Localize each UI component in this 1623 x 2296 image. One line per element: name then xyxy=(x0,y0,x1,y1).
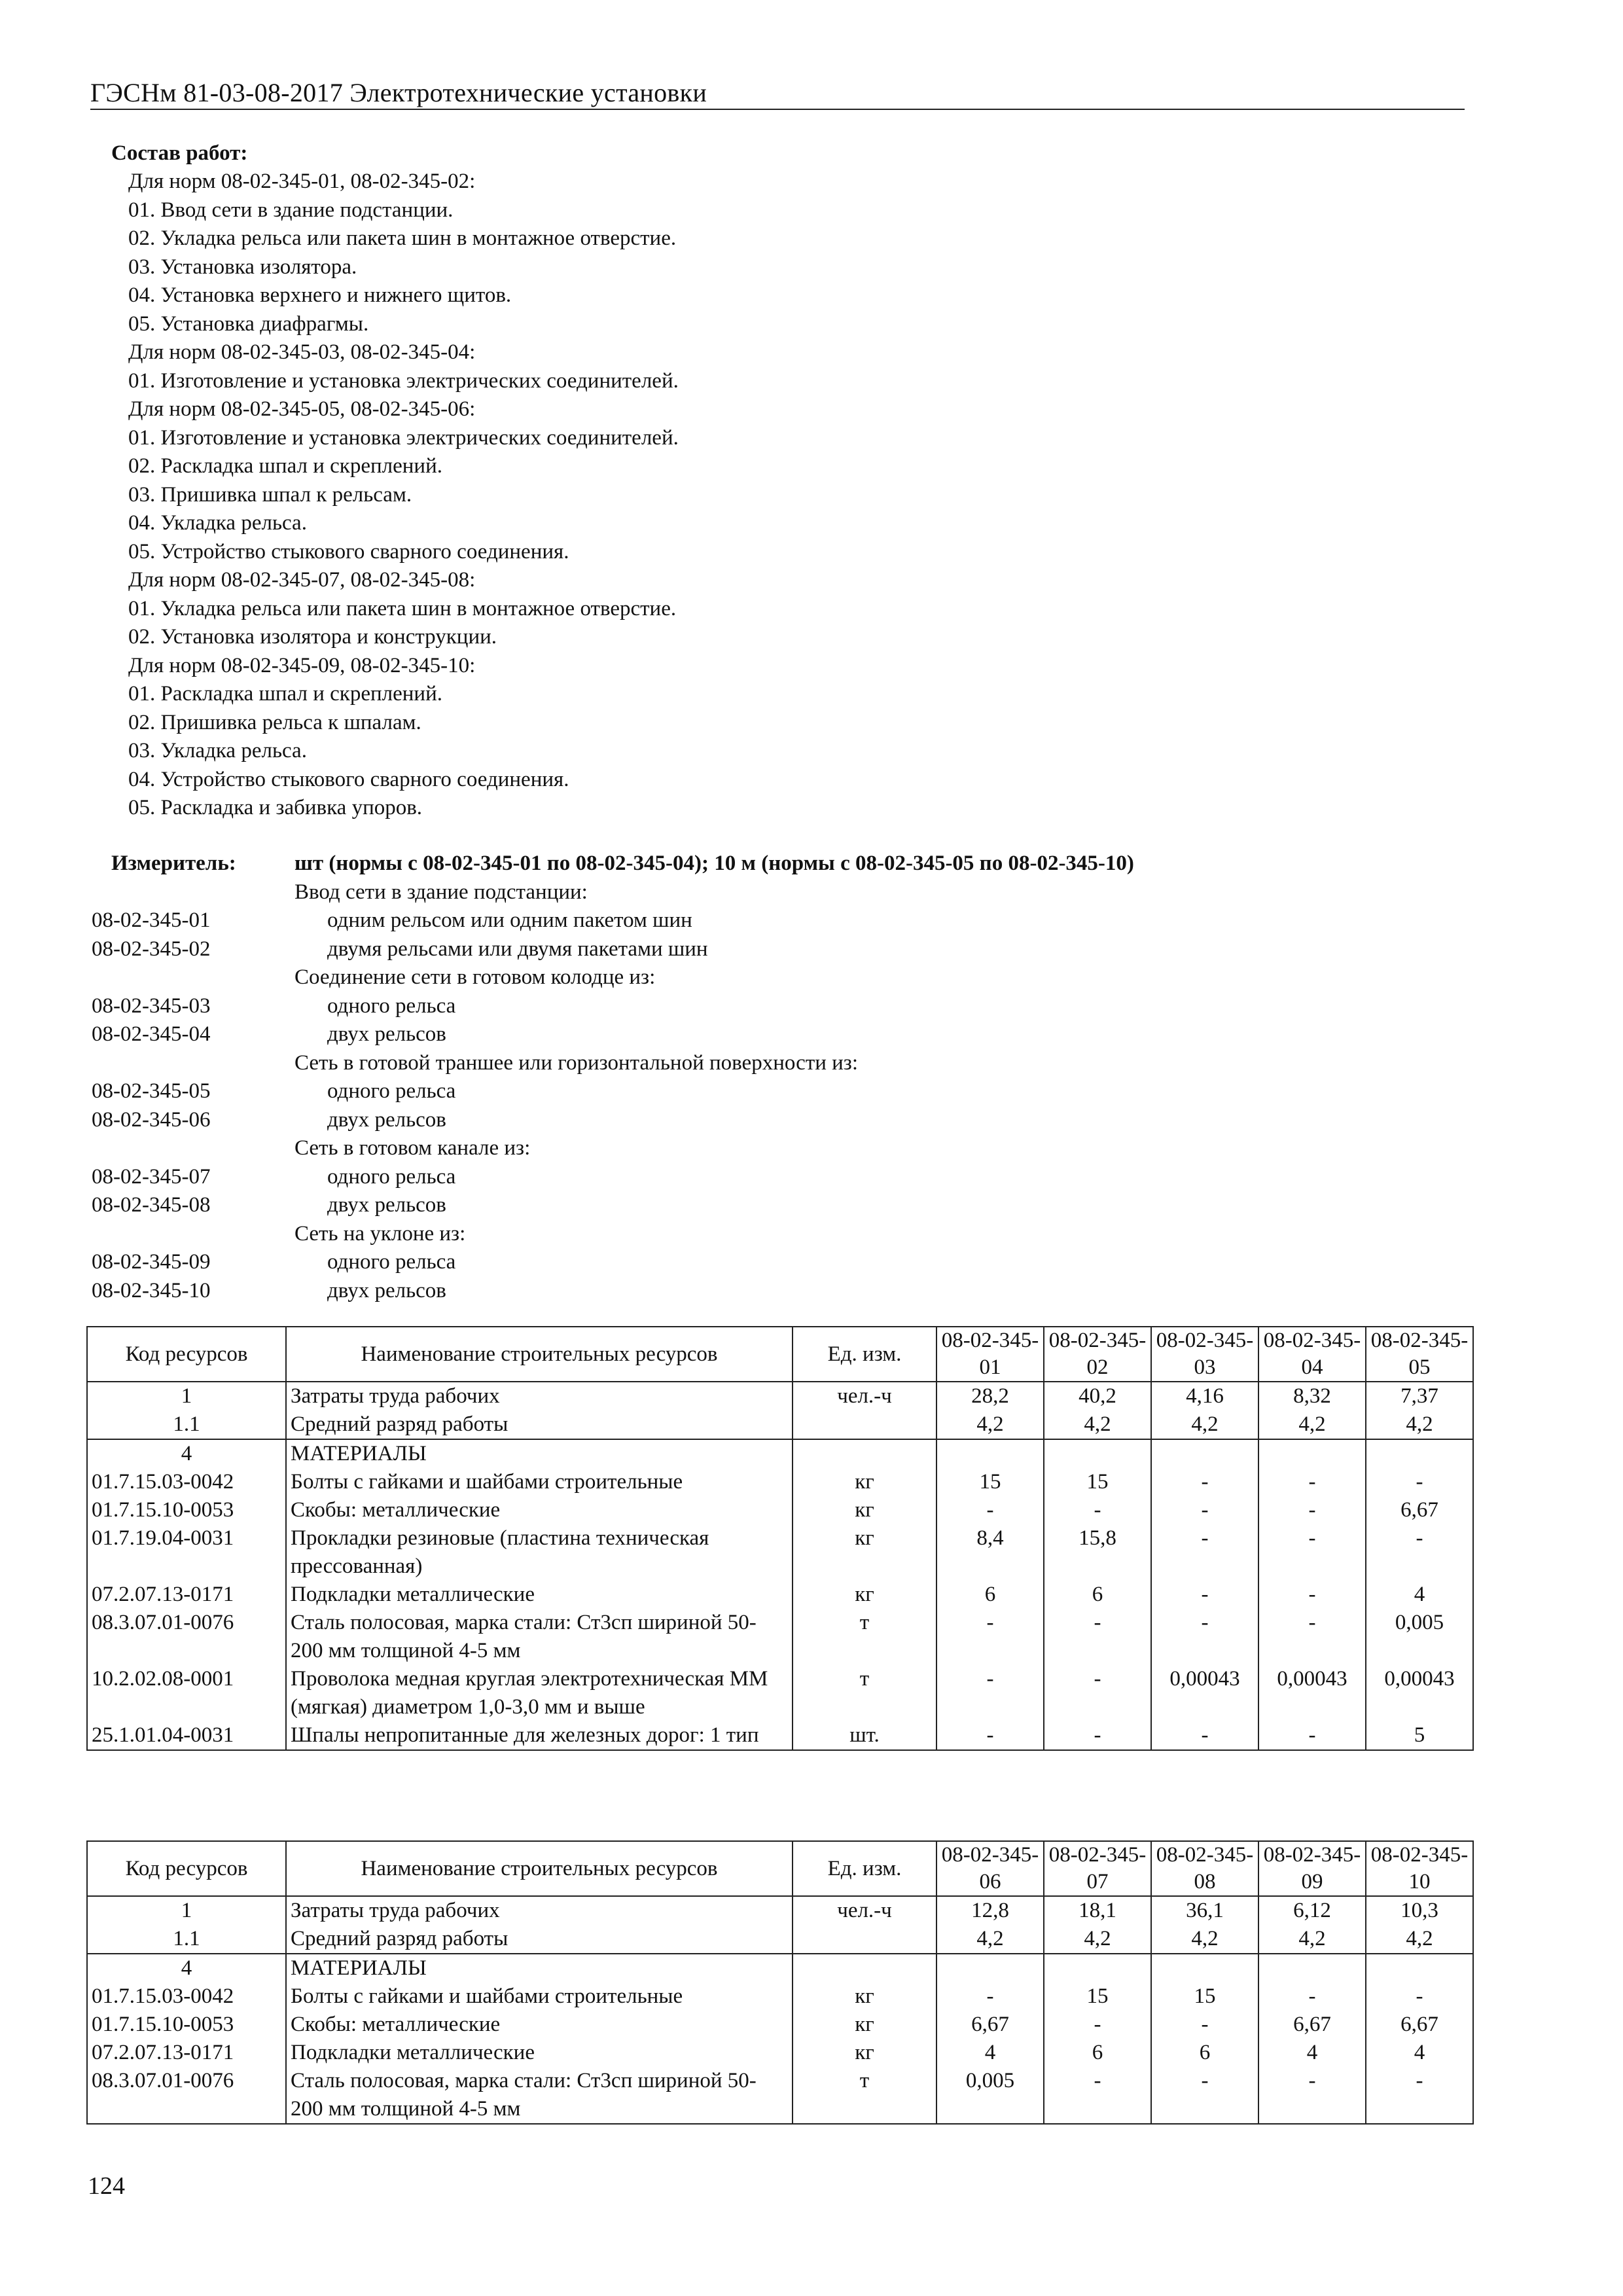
resource-value: 4,2 xyxy=(936,1410,1044,1439)
header-code: Код ресурсов xyxy=(87,1327,286,1382)
resource-value: - xyxy=(1151,1609,1258,1665)
header-code: Код ресурсов xyxy=(87,1841,286,1896)
resource-code: 01.7.15.10-0053 xyxy=(87,1496,286,1524)
resource-value: - xyxy=(1044,2067,1151,2124)
resource-code: 01.7.19.04-0031 xyxy=(87,1524,286,1581)
resource-value: - xyxy=(1366,2067,1473,2124)
work-line: 01. Ввод сети в здание подстанции. xyxy=(128,198,454,222)
resource-name: Прокладки резиновые (пластина техническая прессованная) xyxy=(286,1524,793,1581)
work-line: 01. Раскладка шпал и скреплений. xyxy=(128,682,442,706)
resource-value: 40,2 xyxy=(1044,1382,1151,1410)
norm-code: 08-02-345-03 xyxy=(92,994,211,1018)
norm-group-text: Сеть на уклоне из: xyxy=(294,1221,466,1246)
resource-value: - xyxy=(1258,1982,1366,2011)
table-row xyxy=(87,1721,1473,1750)
norm-group-text: Ввод сети в здание подстанции: xyxy=(294,880,588,904)
table-row xyxy=(87,2011,1473,2039)
resource-value: 28,2 xyxy=(936,1382,1044,1410)
resource-value: - xyxy=(1151,1721,1258,1750)
resource-value: 0,00043 xyxy=(1151,1665,1258,1721)
work-line: Для норм 08-02-345-01, 08-02-345-02: xyxy=(128,170,476,193)
resource-value: 4,2 xyxy=(1258,1410,1366,1439)
resource-value: - xyxy=(1151,1468,1258,1496)
table-header-row xyxy=(87,1841,1473,1896)
resource-value: 0,00043 xyxy=(1258,1665,1366,1721)
norm-description: двумя рельсами или двумя пакетами шин xyxy=(327,937,708,961)
norm-code: 08-02-345-09 xyxy=(92,1250,211,1274)
resource-value: 6,67 xyxy=(1366,1496,1473,1524)
resource-name: Скобы: металлические xyxy=(286,2011,793,2039)
resource-name: Подкладки металлические xyxy=(286,2039,793,2067)
table-row xyxy=(87,1496,1473,1524)
resource-value: 6 xyxy=(1151,2039,1258,2067)
norm-group-text: Сеть в готовой траншее или горизонтальной поверхности из: xyxy=(294,1050,859,1075)
table-row xyxy=(87,1410,1473,1439)
resource-value: 4,2 xyxy=(1151,1925,1258,1954)
resource-value: - xyxy=(936,1496,1044,1524)
norm-row xyxy=(90,906,1465,935)
work-line: 05. Установка диафрагмы. xyxy=(128,312,369,336)
resource-unit: шт. xyxy=(793,1721,936,1750)
resource-unit: кг xyxy=(793,1982,936,2011)
resource-value: 4,2 xyxy=(1044,1925,1151,1954)
norm-row xyxy=(90,1077,1465,1106)
resource-value: 0,00043 xyxy=(1366,1665,1473,1721)
resource-value: - xyxy=(936,1609,1044,1665)
resource-value: 4,16 xyxy=(1151,1382,1258,1410)
header-norm: 08-02-345-06 xyxy=(936,1841,1044,1896)
resource-value: - xyxy=(1044,1665,1151,1721)
norm-description: двух рельсов xyxy=(327,1107,446,1132)
resource-value: 15,8 xyxy=(1044,1524,1151,1581)
resource-value: 36,1 xyxy=(1151,1896,1258,1925)
work-line: 03. Укладка рельса. xyxy=(128,739,307,762)
resource-value: 6,12 xyxy=(1258,1896,1366,1925)
work-composition-list xyxy=(128,168,1465,823)
resource-value: 7,37 xyxy=(1366,1382,1473,1410)
resource-value: - xyxy=(1366,1524,1473,1581)
norm-row xyxy=(90,1163,1465,1192)
resource-value: 6 xyxy=(1044,2039,1151,2067)
norm-group-title xyxy=(90,1134,1465,1163)
resource-value: 15 xyxy=(1044,1982,1151,2011)
resource-value: 4,2 xyxy=(936,1925,1044,1954)
resource-value: 15 xyxy=(936,1468,1044,1496)
work-line: 02. Пришивка рельса к шпалам. xyxy=(128,710,421,734)
resource-value: - xyxy=(1258,1609,1366,1665)
resource-value: 4,2 xyxy=(1151,1410,1258,1439)
work-line: 04. Устройство стыкового сварного соединения. xyxy=(128,767,569,791)
resource-code: 4 xyxy=(87,1954,286,1982)
resource-unit: кг xyxy=(793,1496,936,1524)
resource-value: - xyxy=(1366,1468,1473,1496)
resource-value: 15 xyxy=(1151,1982,1258,2011)
materials-heading: МАТЕРИАЛЫ xyxy=(286,1954,793,1982)
resource-value: - xyxy=(1258,1524,1366,1581)
work-line: Для норм 08-02-345-07, 08-02-345-08: xyxy=(128,568,476,592)
norm-description: двух рельсов xyxy=(327,1022,446,1046)
table-header-row xyxy=(87,1327,1473,1382)
resource-value: - xyxy=(1044,1721,1151,1750)
resource-code: 01.7.15.10-0053 xyxy=(87,2011,286,2039)
work-line: 02. Укладка рельса или пакета шин в монтажное отверстие. xyxy=(128,226,677,250)
norm-group-title xyxy=(90,878,1465,907)
norm-code: 08-02-345-06 xyxy=(92,1107,211,1132)
table-row xyxy=(87,1982,1473,2011)
measure-section xyxy=(90,850,1465,1305)
resource-value: - xyxy=(1044,1609,1151,1665)
table-row xyxy=(87,1524,1473,1581)
resource-value: - xyxy=(1258,1468,1366,1496)
resource-unit xyxy=(793,1410,936,1439)
resource-value: 6 xyxy=(936,1581,1044,1609)
table-row xyxy=(87,2039,1473,2067)
table-row xyxy=(87,1896,1473,1925)
norm-code: 08-02-345-10 xyxy=(92,1278,211,1302)
work-composition-section xyxy=(90,139,1465,823)
header-norm: 08-02-345-07 xyxy=(1044,1841,1151,1896)
header-unit: Ед. изм. xyxy=(793,1327,936,1382)
work-line: 05. Устройство стыкового сварного соединения. xyxy=(128,539,569,564)
resource-code: 1.1 xyxy=(87,1925,286,1954)
work-line: 02. Установка изолятора и конструкции. xyxy=(128,625,497,649)
measure-unit-row xyxy=(90,850,1465,878)
work-composition-heading: Состав работ: xyxy=(111,141,248,165)
resource-value: 4 xyxy=(1366,1581,1473,1609)
norm-description: одного рельса xyxy=(327,994,456,1018)
work-line: Для норм 08-02-345-05, 08-02-345-06: xyxy=(128,397,476,421)
resource-value: 12,8 xyxy=(936,1896,1044,1925)
header-norm: 08-02-345-10 xyxy=(1366,1841,1473,1896)
work-line: Для норм 08-02-345-09, 08-02-345-10: xyxy=(128,653,476,677)
norm-row xyxy=(90,1106,1465,1135)
resource-name: Болты с гайками и шайбами строительные xyxy=(286,1982,793,2011)
norm-code: 08-02-345-04 xyxy=(92,1022,211,1046)
resource-unit: кг xyxy=(793,2039,936,2067)
resource-code: 07.2.07.13-0171 xyxy=(87,1581,286,1609)
resource-name: Сталь полосовая, марка стали: Ст3сп шириной 50-200 мм толщиной 4-5 мм xyxy=(286,1609,793,1665)
table-row xyxy=(87,1439,1473,1468)
work-line: 03. Пришивка шпал к рельсам. xyxy=(128,482,412,507)
measure-value: шт (нормы с 08-02-345-01 по 08-02-345-04); 10 м (нормы с 08-02-345-05 по 08-02-345-10) xyxy=(294,852,1134,875)
resource-unit: т xyxy=(793,1665,936,1721)
resource-value: - xyxy=(936,1665,1044,1721)
header-norm: 08-02-345-01 xyxy=(936,1327,1044,1382)
resource-code: 25.1.01.04-0031 xyxy=(87,1721,286,1750)
table-row xyxy=(87,1609,1473,1665)
header-norm: 08-02-345-04 xyxy=(1258,1327,1366,1382)
resource-code: 10.2.02.08-0001 xyxy=(87,1665,286,1721)
resource-value: 4 xyxy=(1366,2039,1473,2067)
resource-value: 4,2 xyxy=(1044,1410,1151,1439)
header-norm: 08-02-345-08 xyxy=(1151,1841,1258,1896)
table-row xyxy=(87,2067,1473,2124)
norm-group-title xyxy=(90,963,1465,992)
resource-value: - xyxy=(936,1982,1044,2011)
resource-name: Проволока медная круглая электротехническая ММ (мягкая) диаметром 1,0-3,0 мм и выше xyxy=(286,1665,793,1721)
norm-code: 08-02-345-01 xyxy=(92,908,211,932)
resource-name: Подкладки металлические xyxy=(286,1581,793,1609)
norm-row xyxy=(90,1248,1465,1277)
norm-group-text: Соединение сети в готовом колодце из: xyxy=(294,965,656,989)
resource-unit: чел.-ч xyxy=(793,1896,936,1925)
table-row xyxy=(87,1954,1473,1982)
resource-value: 4,2 xyxy=(1366,1410,1473,1439)
resources-table-2 xyxy=(86,1840,1474,2125)
resource-value: 6,67 xyxy=(1366,2011,1473,2039)
resource-code: 1 xyxy=(87,1382,286,1410)
materials-heading: МАТЕРИАЛЫ xyxy=(286,1439,793,1468)
norm-group-title xyxy=(90,1220,1465,1249)
header-norm: 08-02-345-05 xyxy=(1366,1327,1473,1382)
resource-value: - xyxy=(1258,1496,1366,1524)
resource-value: 4 xyxy=(1258,2039,1366,2067)
work-line: 03. Установка изолятора. xyxy=(128,255,357,279)
resource-value: - xyxy=(1151,1496,1258,1524)
norm-code: 08-02-345-07 xyxy=(92,1164,211,1189)
page-number: 124 xyxy=(88,2172,125,2200)
measure-label: Измеритель: xyxy=(111,852,236,875)
document-title: ГЭСНм 81-03-08-2017 Электротехнические установки xyxy=(90,78,707,107)
resource-value: 18,1 xyxy=(1044,1896,1151,1925)
resource-value: 6,67 xyxy=(936,2011,1044,2039)
resource-value: - xyxy=(1151,1581,1258,1609)
resource-name: Шпалы непропитанные для железных дорог: 1 тип xyxy=(286,1721,793,1750)
resource-name: Скобы: металлические xyxy=(286,1496,793,1524)
work-line: 05. Раскладка и забивка упоров. xyxy=(128,796,423,819)
resource-value: - xyxy=(936,1721,1044,1750)
norm-description: одного рельса xyxy=(327,1164,456,1189)
resource-value: 4 xyxy=(936,2039,1044,2067)
header-unit: Ед. изм. xyxy=(793,1841,936,1896)
resource-code: 08.3.07.01-0076 xyxy=(87,2067,286,2124)
resource-unit: т xyxy=(793,2067,936,2124)
header-name: Наименование строительных ресурсов xyxy=(286,1327,793,1382)
resource-unit xyxy=(793,1925,936,1954)
work-line: 04. Установка верхнего и нижнего щитов. xyxy=(128,283,512,307)
resource-value: 8,32 xyxy=(1258,1382,1366,1410)
resource-value: 8,4 xyxy=(936,1524,1044,1581)
norm-description: одного рельса xyxy=(327,1250,456,1274)
resource-name: Сталь полосовая, марка стали: Ст3сп шириной 50-200 мм толщиной 4-5 мм xyxy=(286,2067,793,2124)
norm-group-text: Сеть в готовом канале из: xyxy=(294,1136,531,1160)
resource-value: 4,2 xyxy=(1258,1925,1366,1954)
resource-value: 15 xyxy=(1044,1468,1151,1496)
resource-value: 0,005 xyxy=(1366,1609,1473,1665)
resource-code: 01.7.15.03-0042 xyxy=(87,1982,286,2011)
resource-name: Затраты труда рабочих xyxy=(286,1896,793,1925)
resource-code: 1.1 xyxy=(87,1410,286,1439)
resource-value: 10,3 xyxy=(1366,1896,1473,1925)
resource-value: 6,67 xyxy=(1258,2011,1366,2039)
norm-code: 08-02-345-05 xyxy=(92,1079,211,1103)
page-header xyxy=(90,77,1465,109)
resource-code: 1 xyxy=(87,1896,286,1925)
resource-code: 07.2.07.13-0171 xyxy=(87,2039,286,2067)
resource-name: Средний разряд работы xyxy=(286,1410,793,1439)
resource-value: 6 xyxy=(1044,1581,1151,1609)
work-line: 04. Укладка рельса. xyxy=(128,511,307,535)
resource-unit: чел.-ч xyxy=(793,1382,936,1410)
resource-value: - xyxy=(1151,2067,1258,2124)
resources-table-1 xyxy=(86,1326,1474,1751)
table-row xyxy=(87,1581,1473,1609)
norm-group-title xyxy=(90,1049,1465,1078)
resource-code: 01.7.15.03-0042 xyxy=(87,1468,286,1496)
resource-value: - xyxy=(1151,1524,1258,1581)
resource-value: - xyxy=(1258,2067,1366,2124)
resource-code: 08.3.07.01-0076 xyxy=(87,1609,286,1665)
norm-code: 08-02-345-02 xyxy=(92,937,211,961)
work-line: Для норм 08-02-345-03, 08-02-345-04: xyxy=(128,340,476,364)
resource-value: - xyxy=(1258,1721,1366,1750)
table-row xyxy=(87,1665,1473,1721)
norm-description: одного рельса xyxy=(327,1079,456,1103)
resource-value: 4,2 xyxy=(1366,1925,1473,1954)
resource-value: 5 xyxy=(1366,1721,1473,1750)
table-row xyxy=(87,1382,1473,1410)
norm-description: двух рельсов xyxy=(327,1193,446,1217)
norm-row xyxy=(90,1020,1465,1049)
work-line: 01. Изготовление и установка электрических соединителей. xyxy=(128,368,679,393)
table-row xyxy=(87,1468,1473,1496)
header-norm: 08-02-345-09 xyxy=(1258,1841,1366,1896)
resource-name: Средний разряд работы xyxy=(286,1925,793,1954)
resource-unit: кг xyxy=(793,1581,936,1609)
norm-row xyxy=(90,1191,1465,1220)
resource-unit: кг xyxy=(793,1524,936,1581)
work-line: 01. Изготовление и установка электрических соединителей. xyxy=(128,425,679,450)
resource-unit: т xyxy=(793,1609,936,1665)
resource-value: - xyxy=(1044,1496,1151,1524)
resource-value: - xyxy=(1151,2011,1258,2039)
norm-description: двух рельсов xyxy=(327,1278,446,1302)
norm-row xyxy=(90,1277,1465,1306)
resource-code: 4 xyxy=(87,1439,286,1468)
table-row xyxy=(87,1925,1473,1954)
work-line: 01. Укладка рельса или пакета шин в монтажное отверстие. xyxy=(128,596,677,620)
resource-value: 0,005 xyxy=(936,2067,1044,2124)
norm-row xyxy=(90,992,1465,1021)
resource-unit: кг xyxy=(793,2011,936,2039)
resource-value: - xyxy=(1258,1581,1366,1609)
resource-value: - xyxy=(1044,2011,1151,2039)
resource-name: Болты с гайками и шайбами строительные xyxy=(286,1468,793,1496)
work-line: 02. Раскладка шпал и скреплений. xyxy=(128,454,442,478)
norm-description: одним рельсом или одним пакетом шин xyxy=(327,908,692,932)
resource-name: Затраты труда рабочих xyxy=(286,1382,793,1410)
header-divider xyxy=(90,109,1465,110)
header-norm: 08-02-345-02 xyxy=(1044,1327,1151,1382)
resource-unit: кг xyxy=(793,1468,936,1496)
norm-code: 08-02-345-08 xyxy=(92,1193,211,1217)
resource-value: - xyxy=(1366,1982,1473,2011)
norm-row xyxy=(90,935,1465,964)
header-norm: 08-02-345-03 xyxy=(1151,1327,1258,1382)
header-name: Наименование строительных ресурсов xyxy=(286,1841,793,1896)
